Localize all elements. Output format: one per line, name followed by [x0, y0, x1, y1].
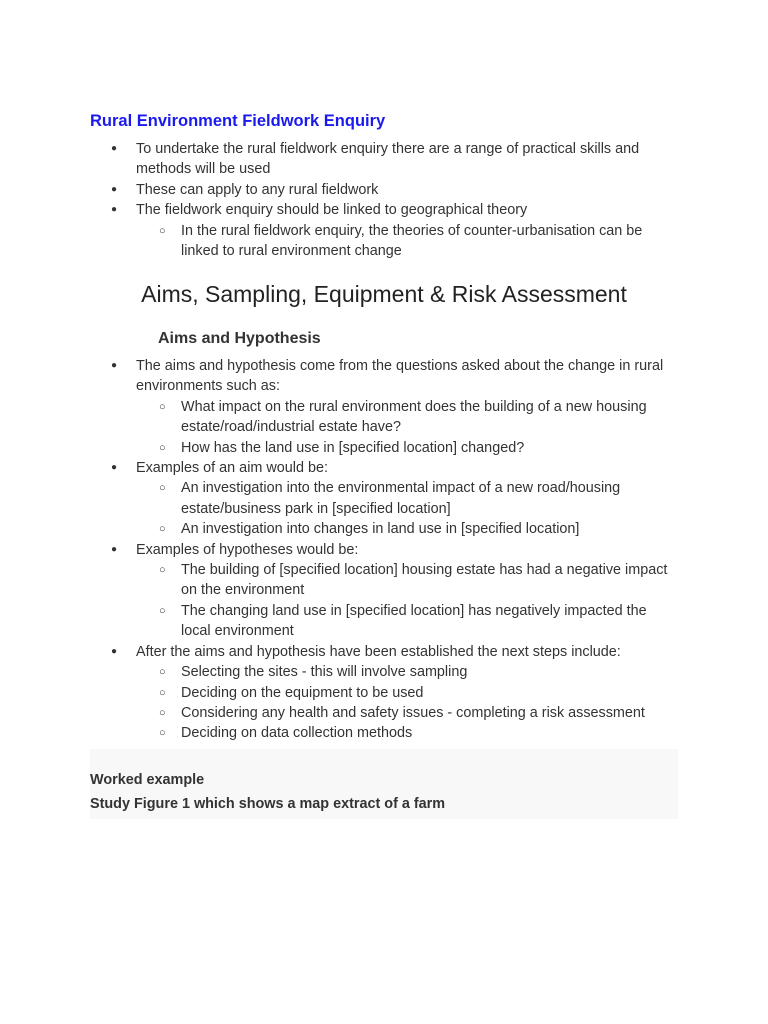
sub-list-item — [136, 438, 680, 458]
sub-list-item-text: Selecting the sites - this will involve sampling — [181, 664, 468, 681]
sub-list — [136, 478, 680, 539]
sub-list-item-text: Considering any health and safety issues - completing a risk assessment — [181, 704, 645, 721]
document-title: Rural Environment Fieldwork Enquiry — [90, 112, 386, 130]
sub-heading: Aims and Hypothesis — [158, 330, 321, 347]
sub-list-item-text: Deciding on the equipment to be used — [181, 684, 424, 701]
sub-list-item — [136, 703, 680, 723]
list-item — [90, 642, 680, 744]
sub-list — [136, 221, 680, 262]
list-item-text: The aims and hypothesis come from the questions asked about the change in rural environments such as: — [136, 358, 664, 395]
sub-list-item-text: An investigation into the environmental impact of a new road/housing estate/business park in [specified location] — [181, 480, 621, 517]
worked-example-text: Study Figure 1 which shows a map extract of a farm — [90, 796, 446, 812]
list-item-text: The fieldwork enquiry should be linked to geographical theory — [136, 202, 528, 219]
sub-list-item — [136, 221, 680, 262]
worked-example-label: Worked example — [90, 772, 205, 788]
list-item-text: These can apply to any rural fieldwork — [136, 181, 379, 198]
sub-list-item — [136, 397, 680, 438]
aims-list — [90, 356, 680, 744]
section-heading: Aims, Sampling, Equipment & Risk Assessment — [141, 281, 627, 307]
sub-list — [136, 560, 680, 642]
list-item — [90, 139, 680, 180]
list-item — [90, 356, 680, 458]
sub-list-item — [136, 560, 680, 601]
list-item — [90, 180, 680, 200]
list-item — [90, 540, 680, 642]
sub-list-item-text: In the rural fieldwork enquiry, the theories of counter-urbanisation can be linked to rural environment change — [181, 222, 643, 260]
list-item — [90, 200, 680, 261]
list-item-text: Examples of hypotheses would be: — [136, 541, 359, 558]
sub-list-item-text: Deciding on data collection methods — [181, 725, 413, 742]
worked-example-box — [90, 749, 678, 819]
sub-list-item — [136, 519, 680, 539]
sub-list-item — [136, 478, 680, 519]
sub-list-item — [136, 662, 680, 682]
list-item — [90, 458, 680, 540]
list-item-text: After the aims and hypothesis have been established the next steps include: — [136, 643, 621, 660]
sub-list — [136, 662, 680, 744]
list-item-text: To undertake the rural fieldwork enquiry there are a range of practical skills and methods will be used — [136, 141, 640, 178]
sub-list-item-text: What impact on the rural environment does the building of a new housing estate/road/industrial estate have? — [181, 398, 647, 436]
sub-list-item — [136, 723, 680, 743]
sub-list — [136, 397, 680, 458]
intro-list — [90, 139, 680, 261]
sub-list-item-text: The changing land use in [specified location] has negatively impacted the local environment — [181, 602, 647, 640]
sub-list-item — [136, 601, 680, 642]
sub-list-item-text: The building of [specified location] housing estate has had a negative impact on the environment — [181, 562, 668, 599]
list-item-text: Examples of an aim would be: — [136, 460, 328, 477]
sub-list-item-text: How has the land use in [specified location] changed? — [181, 439, 525, 456]
sub-list-item-text: An investigation into changes in land use in [specified location] — [181, 521, 580, 538]
sub-list-item — [136, 683, 680, 703]
